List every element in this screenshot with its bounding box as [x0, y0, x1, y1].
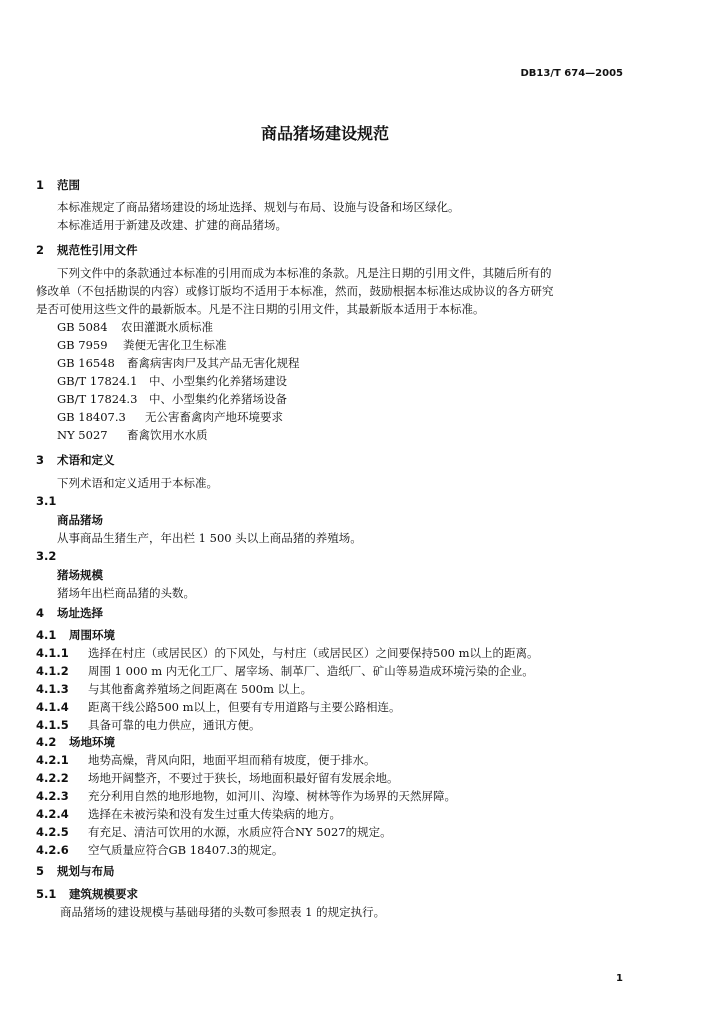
standard-code: DB13/T 674—2005 [520, 68, 623, 79]
reference-code: NY 5027 [57, 428, 108, 442]
reference-title: 粪便无害化卫生标准 [123, 338, 227, 352]
clause-text: 周围 1 000 m 内无化工厂、屠宰场、制革厂、造纸厂、矿山等易造成环境污染的企业。 [88, 664, 534, 678]
subsection-title: 场地环境 [69, 735, 115, 749]
subsection-number: 5.1 [36, 887, 57, 901]
section-number: 1 [36, 178, 45, 192]
clause-item [36, 645, 539, 661]
reference-title: 农田灌溉水质标准 [121, 320, 213, 334]
clause-item [36, 842, 283, 858]
clause-number: 4.1.1 [36, 646, 69, 660]
clause-item [36, 699, 401, 715]
section-number: 3 [36, 453, 45, 467]
subsection-number: 4.1 [36, 628, 57, 642]
clause-text: 地势高燥，背风向阳，地面平坦而稍有坡度，便于排水。 [88, 753, 376, 767]
section-1-heading [36, 177, 80, 193]
section-number: 2 [36, 243, 45, 257]
subsection-heading [36, 886, 138, 902]
reference-code: GB 16548 [57, 356, 115, 370]
subsection-heading [36, 734, 115, 750]
section-title: 规范性引用文件 [57, 243, 138, 257]
section-number: 4 [36, 606, 45, 620]
clause-item [36, 717, 261, 733]
reference-code: GB/T 17824.3 [57, 392, 138, 406]
clause-text: 距离干线公路500 m以上，但要有专用道路与主要公路相连。 [88, 700, 401, 714]
reference-code: GB 18407.3 [57, 410, 126, 424]
section-title: 场址选择 [57, 606, 103, 620]
page-number: 1 [616, 973, 623, 984]
clause-text: 空气质量应符合GB 18407.3的规定。 [88, 843, 284, 857]
clause-text: 选择在村庄（或居民区）的下风处，与村庄（或居民区）之间要保持500 m以上的距离。 [88, 646, 539, 660]
section-5-heading [36, 863, 115, 879]
clause-number: 4.2.3 [36, 789, 69, 803]
reference-title: 中、小型集约化养猪场建设 [149, 374, 287, 388]
clause-number: 4.2.6 [36, 843, 69, 857]
section-4-heading [36, 605, 103, 621]
clause-item [36, 770, 399, 786]
clause-number: 4.1.5 [36, 718, 69, 732]
term-definition: 猪场年出栏商品猪的头数。 [57, 586, 195, 600]
section-3-heading [36, 452, 115, 468]
paragraph: 修改单（不包括勘误的内容）或修订版均不适用于本标准，然而，鼓励根据本标准达成协议的各方研究 [36, 284, 554, 298]
clause-number: 4.2.5 [36, 825, 69, 839]
section-2-heading [36, 242, 138, 258]
clause-text: 场地开阔整齐，不要过于狭长，场地面积最好留有发展余地。 [88, 771, 399, 785]
document-title: 商品猪场建设规范 [260, 124, 389, 143]
reference-item [57, 391, 287, 407]
paragraph: 商品猪场的建设规模与基础母猪的头数可参照表 1 的规定执行。 [60, 905, 386, 919]
clause-item [36, 663, 534, 679]
subsection-number: 4.2 [36, 735, 57, 749]
paragraph: 本标准规定了商品猪场建设的场址选择、规划与布局、设施与设备和场区绿化。 [57, 200, 460, 214]
reference-item [57, 409, 283, 425]
reference-title: 无公害畜禽肉产地环境要求 [145, 410, 283, 424]
section-title: 规划与布局 [57, 864, 115, 878]
clause-number: 4.2.4 [36, 807, 69, 821]
reference-item [57, 319, 213, 335]
reference-code: GB/T 17824.1 [57, 374, 138, 388]
section-title: 术语和定义 [57, 453, 115, 467]
clause-item [36, 806, 341, 822]
paragraph: 是否可使用这些文件的最新版本。凡是不注日期的引用文件，其最新版本适用于本标准。 [36, 302, 485, 316]
clause-number: 4.1.3 [36, 682, 69, 696]
term-name: 商品猪场 [57, 513, 103, 527]
paragraph: 下列文件中的条款通过本标准的引用而成为本标准的条款。凡是注日期的引用文件，其随后所有的 [57, 266, 552, 280]
reference-title: 畜禽饮用水水质 [127, 428, 208, 442]
section-number: 5 [36, 864, 45, 878]
reference-title: 畜禽病害肉尸及其产品无害化规程 [127, 356, 300, 370]
clause-text: 与其他畜禽养殖场之间距离在 500m 以上。 [88, 682, 313, 696]
clause-text: 选择在未被污染和没有发生过重大传染病的地方。 [88, 807, 341, 821]
reference-title: 中、小型集约化养猪场设备 [149, 392, 287, 406]
clause-number: 4.2.2 [36, 771, 69, 785]
term-definition: 从事商品生猪生产，年出栏 1 500 头以上商品猪的养殖场。 [57, 531, 362, 545]
term-name: 猪场规模 [57, 568, 103, 582]
paragraph: 本标准适用于新建及改建、扩建的商品猪场。 [57, 218, 287, 232]
clause-text: 有充足、清洁可饮用的水源，水质应符合NY 5027的规定。 [88, 825, 392, 839]
reference-code: GB 5084 [57, 320, 108, 334]
paragraph: 下列术语和定义适用于本标准。 [57, 476, 218, 490]
clause-item [36, 788, 456, 804]
subsection-title: 周围环境 [69, 628, 115, 642]
reference-code: GB 7959 [57, 338, 108, 352]
term-number: 3.2 [36, 549, 57, 563]
reference-item [57, 427, 208, 443]
reference-item [57, 355, 300, 371]
clause-item [36, 681, 312, 697]
clause-item [36, 824, 392, 840]
term-number: 3.1 [36, 494, 57, 508]
clause-number: 4.1.4 [36, 700, 69, 714]
clause-text: 充分利用自然的地形地物，如河川、沟壕、树林等作为场界的天然屏障。 [88, 789, 456, 803]
subsection-title: 建筑规模要求 [69, 887, 138, 901]
reference-item [57, 337, 227, 353]
reference-item [57, 373, 287, 389]
clause-item [36, 752, 376, 768]
section-title: 范围 [57, 178, 80, 192]
subsection-heading [36, 627, 115, 643]
clause-number: 4.2.1 [36, 753, 69, 767]
clause-number: 4.1.2 [36, 664, 69, 678]
clause-text: 具备可靠的电力供应，通讯方便。 [88, 718, 261, 732]
